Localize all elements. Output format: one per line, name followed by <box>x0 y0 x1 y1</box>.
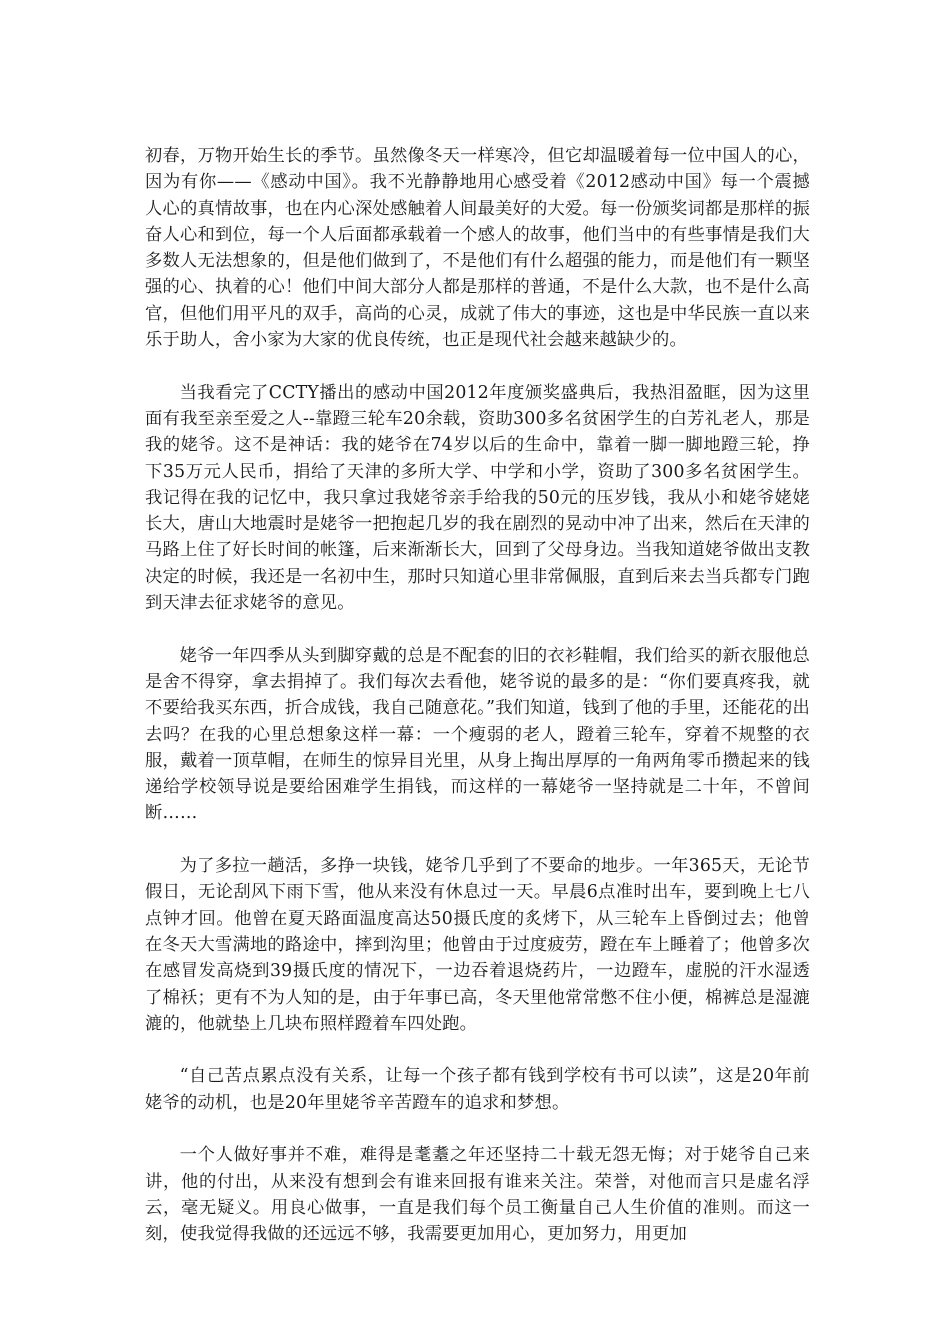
paragraph-1: 初春，万物开始生长的季节。虽然像冬天一样寒冷，但它却温暖着每一位中国人的心，因为有你——《感动中国》。我不光静静地用心感受着《2012感动中国》每一个震撼人心的真情故事，也在内心深处感触着人间最美好的大爱。每一份颁奖词都是那样的振奋人心和到位，每一个人后面都承载着一个感人的故事，他们当中的有些事情是我们大多数人无法想象的，但是他们做到了，不是他们有什么超强的能力，而是他们有一颗坚强的心、执着的心！他们中间大部分人都是那样的普通，不是什么大款，也不是什么高官，但他们用平凡的双手，高尚的心灵，成就了伟大的事迹，这也是中华民族一直以来乐于助人，舍小家为大家的优良传统，也正是现代社会越来越缺少的。 <box>145 146 810 351</box>
paragraph-5: “自己苦点累点没有关系，让每一个孩子都有钱到学校有书可以读”，这是20年前姥爷的动机，也是20年里姥爷辛苦蹬车的追求和梦想。 <box>145 1066 810 1113</box>
paragraph-2: 当我看完了CCTY播出的感动中国2012年度颁奖盛典后，我热泪盈眶，因为这里面有我至亲至爱之人--靠蹬三轮车20余载，资助300多名贫困学生的白芳礼老人，那是我的姥爷。这不是神话：我的姥爷在74岁以后的生命中，靠着一脚一脚地蹬三轮，挣下35万元人民币，捐给了天津的多所大学、中学和小学，资助了300多名贫困学生。我记得在我的记忆中，我只拿过我姥爷亲手给我的50元的压岁钱，我从小和姥爷姥姥长大，唐山大地震时是姥爷一把抱起几岁的我在剧烈的晃动中冲了出来，然后在天津的马路上住了好长时间的帐篷，后来渐渐长大，回到了父母身边。当我知道姥爷做出支教决定的时候，我还是一名初中生，那时只知道心里非常佩服，直到后来去当兵都专门跑到天津去征求姥爷的意见。 <box>145 382 810 614</box>
document-body <box>145 143 810 1274</box>
paragraph-6: 一个人做好事并不难，难得是耄耋之年还坚持二十载无怨无悔；对于姥爷自己来讲，他的付出，从来没有想到会有谁来回报有谁来关注。荣誉，对他而言只是虚名浮云，毫无疑义。用良心做事，一直是我们每个员工衡量自己人生价值的准则。而这一刻，使我觉得我做的还远远不够，我需要更加用心，更加努力，用更加 <box>145 1145 810 1245</box>
paragraph-4: 为了多拉一趟活，多挣一块钱，姥爷几乎到了不要命的地步。一年365天，无论节假日，无论刮风下雨下雪，他从来没有休息过一天。早晨6点准时出车，要到晚上七八点钟才回。他曾在夏天路面温度高达50摄氏度的炙烤下，从三轮车上昏倒过去；他曾在冬天大雪满地的路途中，摔到沟里；他曾由于过度疲劳，蹬在车上睡着了；他曾多次在感冒发高烧到39摄氏度的情况下，一边吞着退烧药片，一边蹬车，虚脱的汗水湿透了棉袄；更有不为人知的是，由于年事已高，冬天里他常常憋不住小便，棉裤总是湿漉漉的，他就垫上几块布照样蹬着车四处跑。 <box>145 856 810 1034</box>
paragraph-3: 姥爷一年四季从头到脚穿戴的总是不配套的旧的衣衫鞋帽，我们给买的新衣服他总是舍不得穿，拿去捐掉了。我们每次去看他，姥爷说的最多的是：“你们要真疼我，就不要给我买东西，折合成钱，我自己随意花。”我们知道，钱到了他的手里，还能花的出去吗？在我的心里总想象这样一幕：一个瘦弱的老人，蹬着三轮车，穿着不规整的衣服，戴着一顶草帽，在师生的惊异目光里，从身上掏出厚厚的一角两角零币攒起来的钱递给学校领导说是要给困难学生捐钱，而这样的一幕姥爷一坚持就是二十年，不曾间断…… <box>145 645 810 824</box>
